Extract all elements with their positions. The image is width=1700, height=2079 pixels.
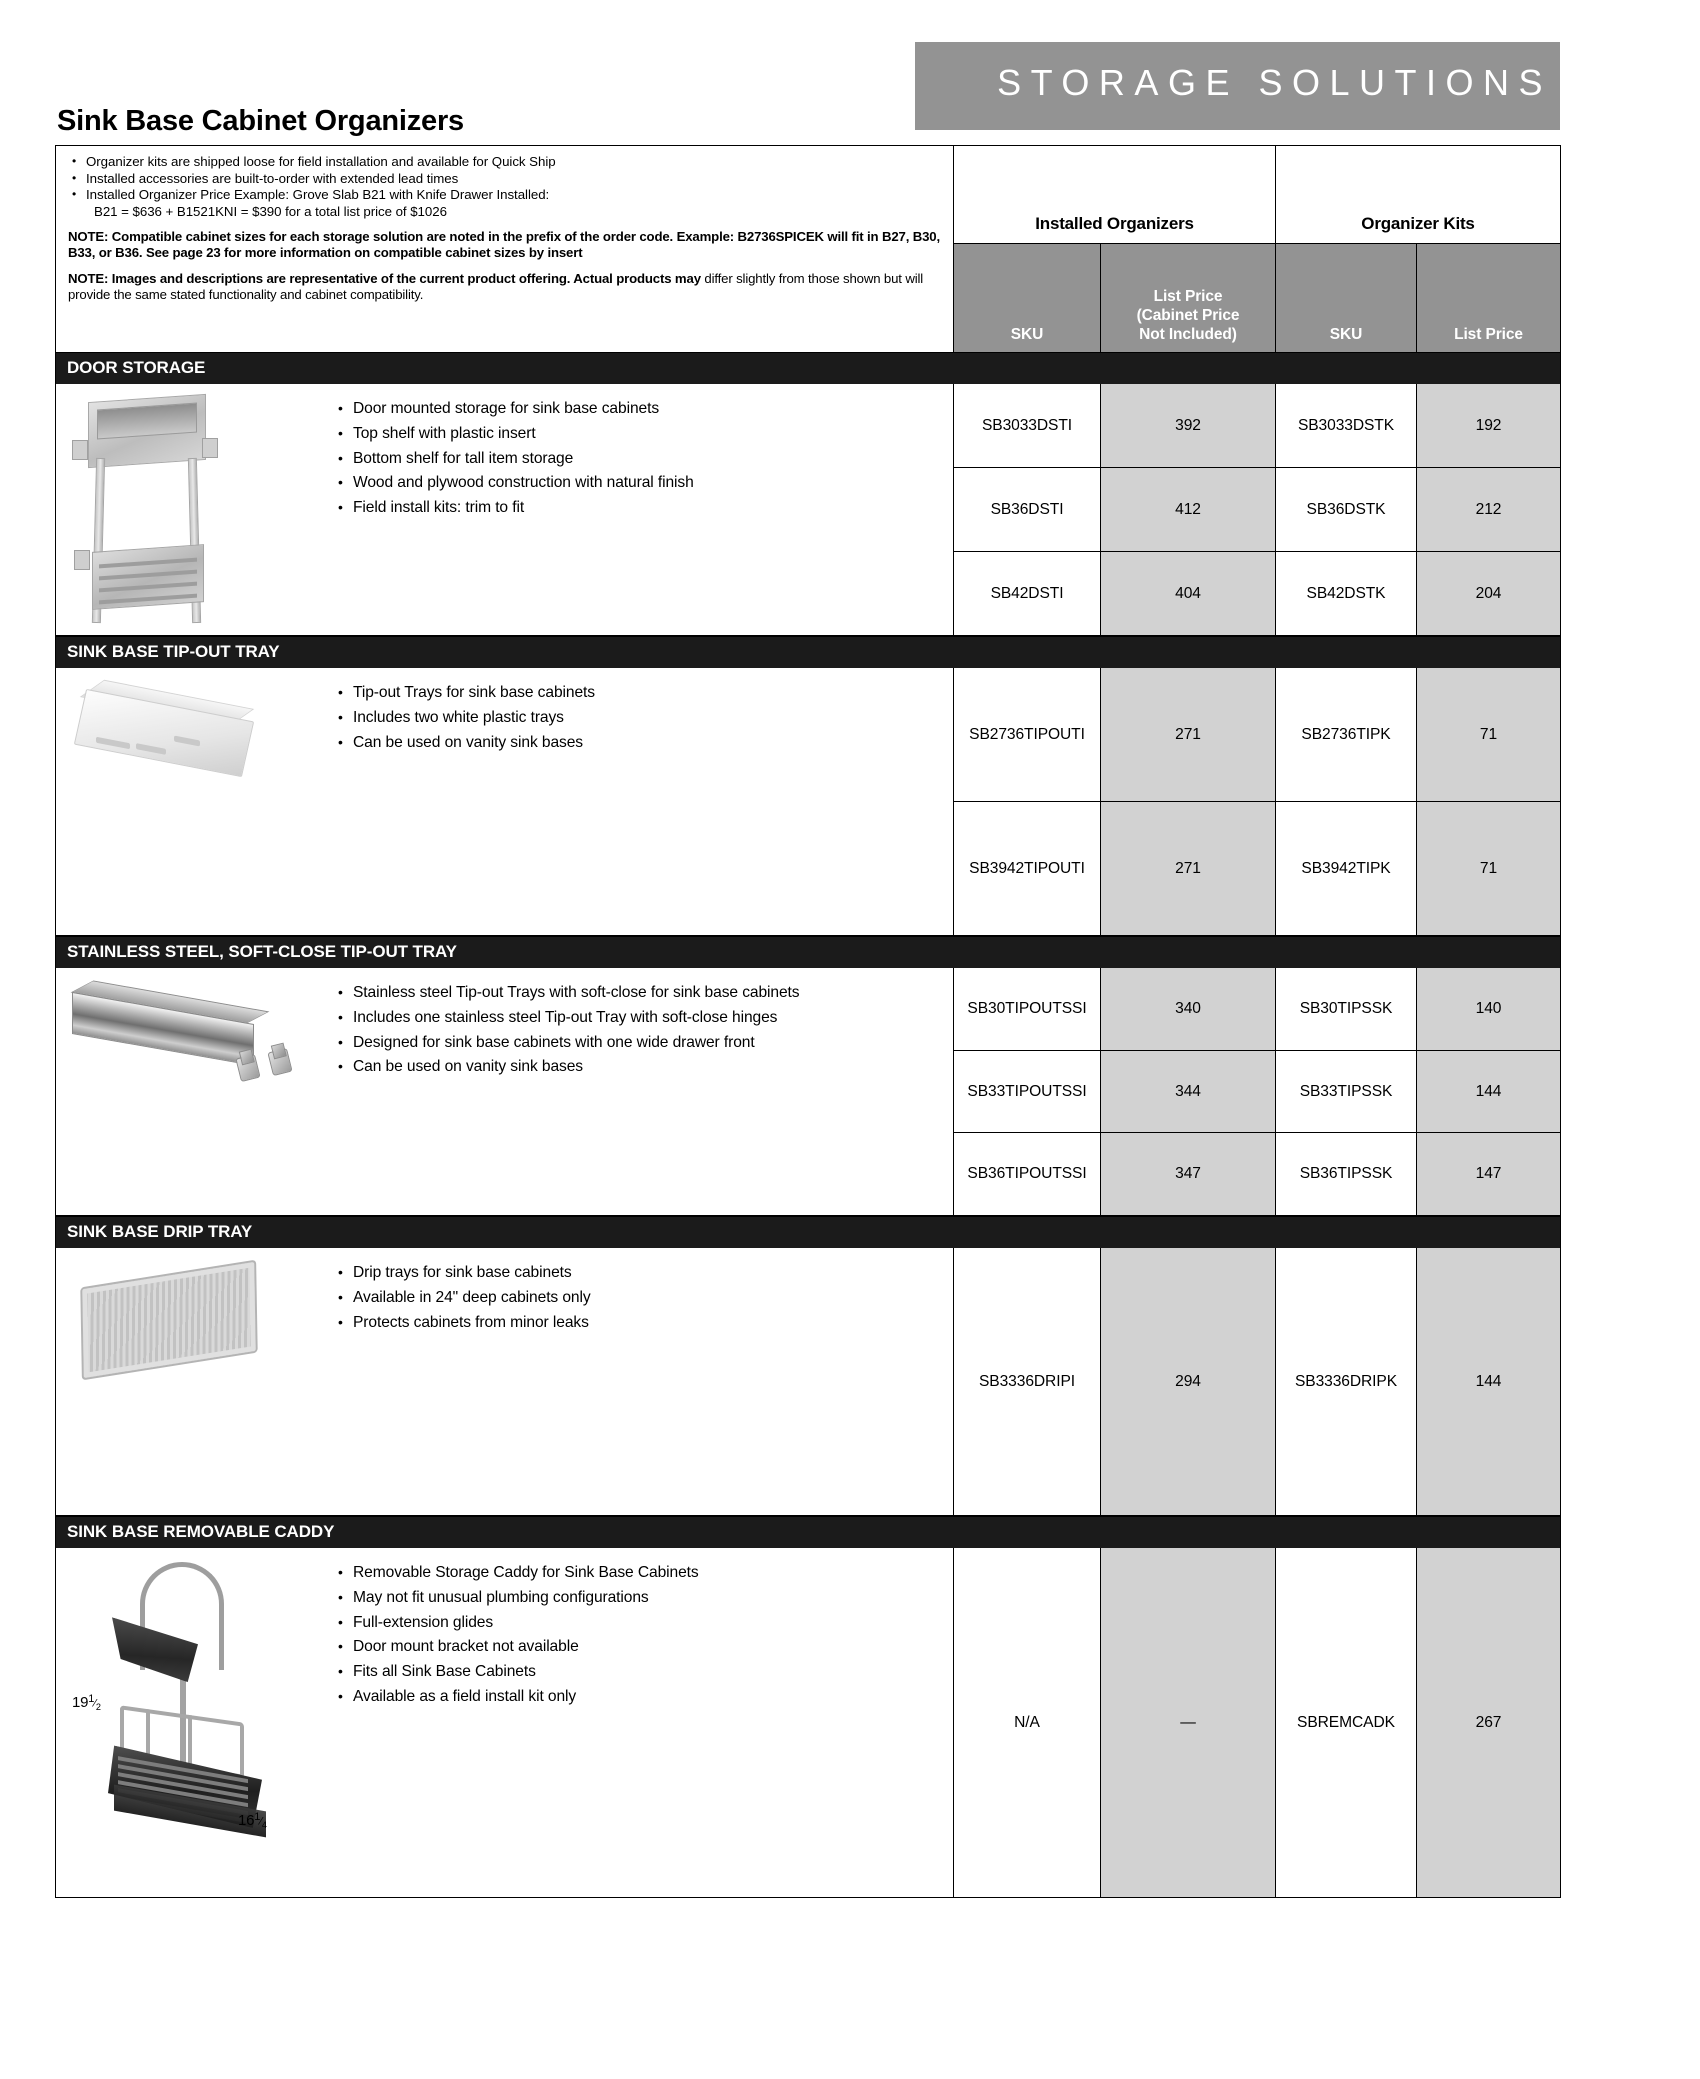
cell-price-kit: 147 bbox=[1417, 1133, 1560, 1215]
column-subheader-row bbox=[954, 244, 1560, 352]
cell-sku-kit: SBREMCADK bbox=[1276, 1548, 1417, 1897]
sku-price-grid bbox=[954, 1548, 1560, 1898]
feature-item: • Available in 24" deep cabinets only bbox=[336, 1286, 943, 1311]
cell-price-installed: 347 bbox=[1101, 1133, 1276, 1215]
cell-sku-installed: SB42DSTI bbox=[954, 552, 1101, 635]
cell-sku-installed: SB3336DRIPI bbox=[954, 1248, 1101, 1515]
section-body bbox=[56, 1548, 1560, 1898]
note-compatible-sizes: NOTE: Compatible cabinet sizes for each storage solution are noted in the prefix of the order code. Example: B2736SPICEK will fit in B27, B30, B33, or B36. See page 23 for more information on compatible cabinet sizes by insert bbox=[68, 229, 940, 260]
cell-sku-kit: SB33TIPSSK bbox=[1276, 1051, 1417, 1133]
table-row bbox=[954, 1248, 1560, 1516]
column-header-list-price-installed bbox=[1101, 244, 1276, 352]
feature-item: • Fits all Sink Base Cabinets bbox=[336, 1660, 943, 1685]
section-description-panel bbox=[56, 668, 954, 936]
feature-item: • May not fit unusual plumbing configurations bbox=[336, 1586, 943, 1611]
table-row bbox=[954, 1133, 1560, 1216]
section-body bbox=[56, 668, 1560, 936]
feature-list-cell bbox=[336, 1248, 953, 1515]
feature-item: • Protects cabinets from minor leaks bbox=[336, 1311, 943, 1336]
product-image-cell bbox=[56, 1548, 336, 1897]
section-description-panel bbox=[56, 384, 954, 636]
table-row bbox=[954, 468, 1560, 552]
table-header-band bbox=[56, 146, 1560, 352]
cell-sku-installed: SB3033DSTI bbox=[954, 384, 1101, 467]
cell-price-installed: — bbox=[1101, 1548, 1276, 1897]
drip-tray-product-image bbox=[76, 1268, 286, 1378]
feature-list-cell bbox=[336, 384, 953, 635]
feature-list-cell bbox=[336, 968, 953, 1215]
group-header-installed-organizers: Installed Organizers bbox=[954, 146, 1276, 243]
product-section bbox=[56, 352, 1560, 636]
section-description-panel bbox=[56, 1248, 954, 1516]
section-body bbox=[56, 1248, 1560, 1516]
banner-title: STORAGE SOLUTIONS bbox=[997, 62, 1552, 103]
table-row bbox=[954, 668, 1560, 802]
column-header-sku-installed: SKU bbox=[954, 244, 1101, 352]
feature-item: • Can be used on vanity sink bases bbox=[336, 731, 943, 756]
cell-sku-installed: N/A bbox=[954, 1548, 1101, 1897]
cell-price-kit: 212 bbox=[1417, 468, 1560, 551]
sku-price-grid bbox=[954, 384, 1560, 636]
removable-caddy-product-image bbox=[72, 1562, 336, 1832]
table-row bbox=[954, 552, 1560, 636]
feature-item: • Field install kits: trim to fit bbox=[336, 496, 943, 521]
table-row bbox=[954, 384, 1560, 468]
header-line-2: (Cabinet Price bbox=[1136, 307, 1240, 324]
door-storage-product-image bbox=[78, 398, 228, 628]
page-title: Sink Base Cabinet Organizers bbox=[57, 105, 464, 137]
product-section bbox=[56, 936, 1560, 1216]
product-section bbox=[56, 1516, 1560, 1898]
feature-item: • Includes two white plastic trays bbox=[336, 706, 943, 731]
table-row bbox=[954, 802, 1560, 936]
cell-price-installed: 392 bbox=[1101, 384, 1276, 467]
section-title: SINK BASE DRIP TRAY bbox=[56, 1216, 1560, 1248]
note-images-representative: NOTE: Images and descriptions are representative of the current product offering. Actual products may differ slightly from those shown but will provide the same stated functionality and cabinet compatibility. bbox=[68, 271, 924, 302]
cell-sku-kit: SB3942TIPK bbox=[1276, 802, 1417, 935]
bullet-continuation: B21 = $636 + B1521KNI = $390 for a total list price of $1026 bbox=[94, 203, 447, 219]
list-item: • Installed Organizer Price Example: Grove Slab B21 with Knife Drawer Installed: B21 = $636 + B1521KNI = $390 for a total list price of $1026 bbox=[68, 187, 943, 220]
section-title: SINK BASE REMOVABLE CADDY bbox=[56, 1516, 1560, 1548]
cell-price-kit: 144 bbox=[1417, 1051, 1560, 1133]
cell-price-installed: 294 bbox=[1101, 1248, 1276, 1515]
tip-out-tray-product-image bbox=[74, 686, 274, 791]
cell-sku-kit: SB3033DSTK bbox=[1276, 384, 1417, 467]
cell-sku-kit: SB36TIPSSK bbox=[1276, 1133, 1417, 1215]
cell-price-kit: 144 bbox=[1417, 1248, 1560, 1515]
feature-item: • Door mounted storage for sink base cabinets bbox=[336, 397, 943, 422]
header-line-1: List Price bbox=[1153, 288, 1223, 305]
feature-list-cell bbox=[336, 1548, 953, 1897]
product-image-cell bbox=[56, 668, 336, 935]
cell-price-kit: 204 bbox=[1417, 552, 1560, 635]
feature-item: • Stainless steel Tip-out Trays with soft-close for sink base cabinets bbox=[336, 981, 943, 1006]
product-sections bbox=[56, 352, 1560, 1898]
cell-sku-installed: SB36TIPOUTSSI bbox=[954, 1133, 1101, 1215]
section-title: STAINLESS STEEL, SOFT-CLOSE TIP-OUT TRAY bbox=[56, 936, 1560, 968]
feature-item: • Drip trays for sink base cabinets bbox=[336, 1261, 943, 1286]
feature-item: • Available as a field install kit only bbox=[336, 1685, 943, 1710]
section-description-panel bbox=[56, 968, 954, 1216]
sku-price-grid bbox=[954, 1248, 1560, 1516]
cell-sku-kit: SB3336DRIPK bbox=[1276, 1248, 1417, 1515]
group-header-organizer-kits: Organizer Kits bbox=[1361, 214, 1475, 233]
notes-panel bbox=[56, 146, 954, 352]
feature-item: • Designed for sink base cabinets with one wide drawer front bbox=[336, 1031, 943, 1056]
cell-price-kit: 71 bbox=[1417, 668, 1560, 801]
product-section bbox=[56, 636, 1560, 936]
cell-price-kit: 267 bbox=[1417, 1548, 1560, 1897]
table-row bbox=[954, 1548, 1560, 1898]
cell-sku-installed: SB3942TIPOUTI bbox=[954, 802, 1101, 935]
feature-list-cell bbox=[336, 668, 953, 935]
feature-item: • Can be used on vanity sink bases bbox=[336, 1055, 943, 1080]
product-image-cell bbox=[56, 1248, 336, 1515]
section-description-panel bbox=[56, 1548, 954, 1898]
feature-item: • Tip-out Trays for sink base cabinets bbox=[336, 681, 943, 706]
product-image-cell bbox=[56, 384, 336, 635]
table-row bbox=[954, 1051, 1560, 1134]
feature-item: • Door mount bracket not available bbox=[336, 1635, 943, 1660]
section-body bbox=[56, 384, 1560, 636]
feature-item: • Full-extension glides bbox=[336, 1611, 943, 1636]
cell-sku-kit: SB36DSTK bbox=[1276, 468, 1417, 551]
dimension-width-label: $16^1⁄_4$ bbox=[238, 1811, 267, 1831]
column-group-row bbox=[954, 146, 1560, 244]
table-row bbox=[954, 968, 1560, 1051]
column-headers bbox=[954, 146, 1560, 352]
feature-item: • Bottom shelf for tall item storage bbox=[336, 447, 943, 472]
sku-price-grid bbox=[954, 668, 1560, 936]
intro-bullets bbox=[68, 154, 943, 220]
cell-sku-installed: SB2736TIPOUTI bbox=[954, 668, 1101, 801]
cell-price-installed: 271 bbox=[1101, 668, 1276, 801]
dimension-height-label: $19^1⁄_2$ bbox=[72, 1693, 101, 1713]
product-image-cell bbox=[56, 968, 336, 1215]
cell-price-installed: 404 bbox=[1101, 552, 1276, 635]
feature-item: • Includes one stainless steel Tip-out Tray with soft-close hinges bbox=[336, 1006, 943, 1031]
section-title: DOOR STORAGE bbox=[56, 352, 1560, 384]
cell-price-installed: 340 bbox=[1101, 968, 1276, 1050]
cell-sku-kit: SB30TIPSSK bbox=[1276, 968, 1417, 1050]
list-item: • Organizer kits are shipped loose for field installation and available for Quick Ship bbox=[68, 154, 943, 171]
product-section bbox=[56, 1216, 1560, 1516]
cell-price-installed: 344 bbox=[1101, 1051, 1276, 1133]
cell-price-kit: 192 bbox=[1417, 384, 1560, 467]
cell-sku-kit: SB2736TIPK bbox=[1276, 668, 1417, 801]
cell-sku-installed: SB30TIPOUTSSI bbox=[954, 968, 1101, 1050]
cell-price-installed: 271 bbox=[1101, 802, 1276, 935]
cell-price-installed: 412 bbox=[1101, 468, 1276, 551]
cell-sku-kit: SB42DSTK bbox=[1276, 552, 1417, 635]
storage-solutions-banner bbox=[915, 42, 1560, 130]
header-line-3: Not Included) bbox=[1139, 326, 1237, 343]
storage-solutions-table bbox=[55, 145, 1561, 1898]
sku-price-grid bbox=[954, 968, 1560, 1216]
feature-item: • Removable Storage Caddy for Sink Base Cabinets bbox=[336, 1561, 943, 1586]
feature-item: • Wood and plywood construction with natural finish bbox=[336, 471, 943, 496]
cell-sku-installed: SB36DSTI bbox=[954, 468, 1101, 551]
column-header-sku-kits: SKU bbox=[1276, 244, 1417, 352]
section-title: SINK BASE TIP-OUT TRAY bbox=[56, 636, 1560, 668]
feature-item: • Top shelf with plastic insert bbox=[336, 422, 943, 447]
cell-price-kit: 140 bbox=[1417, 968, 1560, 1050]
cell-price-kit: 71 bbox=[1417, 802, 1560, 935]
list-item: • Installed accessories are built-to-order with extended lead times bbox=[68, 171, 943, 188]
section-body bbox=[56, 968, 1560, 1216]
cell-sku-installed: SB33TIPOUTSSI bbox=[954, 1051, 1101, 1133]
column-header-list-price-kits: List Price bbox=[1417, 244, 1560, 352]
stainless-tip-out-tray-product-image bbox=[72, 992, 322, 1097]
